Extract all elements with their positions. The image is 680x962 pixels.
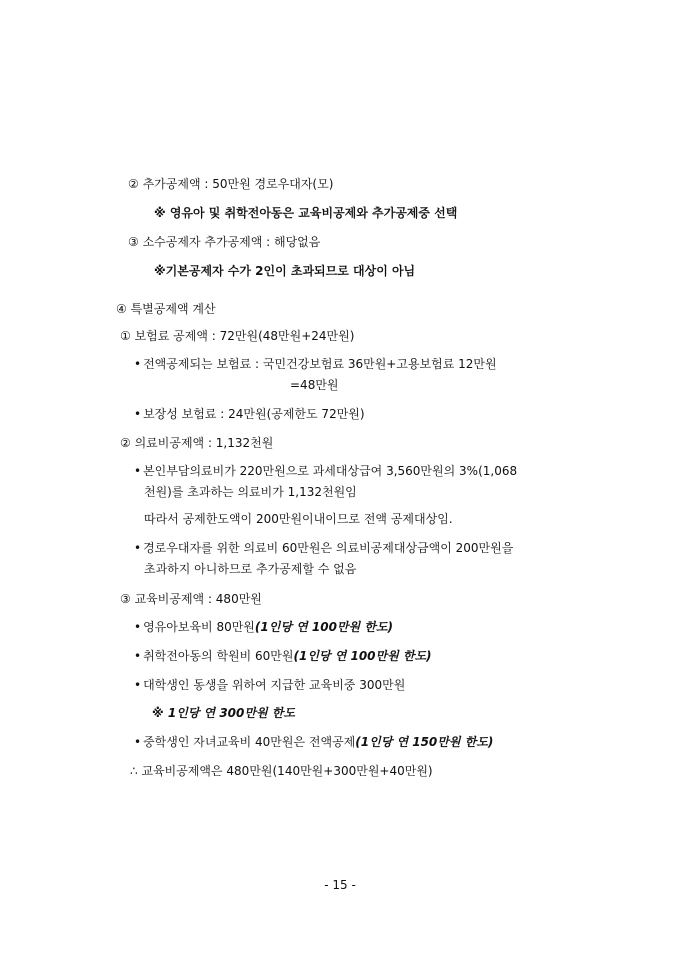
middle-school-child-line: • 중학생인 자녀교육비 40만원은 전액공제(1인당 연 150만원 한도): [134, 734, 493, 750]
section-heading-special-deduction: ④ 특별공제액 계산: [116, 302, 216, 316]
full-deduction-insurance: • 전액공제되는 보험료 : 국민건강보험료 36만원+고용보험료 12만원: [134, 356, 497, 372]
note-infant-choice: ※ 영유아 및 취학전아동은 교육비공제와 추가공제중 선택: [154, 206, 458, 220]
note-dependents-exceed: ※기본공제자 수가 2인이 초과되므로 대상이 아님: [154, 264, 416, 278]
college-sibling-line: • 대학생인 동생을 위하여 지급한 교육비중 300만원: [134, 677, 405, 693]
education-total-line: ∴ 교육비공제액은 480만원(140만원+300만원+40만원): [130, 764, 433, 778]
preschool-academy-limit: (1인당 연 100만원 한도): [293, 649, 432, 663]
protective-insurance-line: • 보장성 보험료 : 24만원(공제한도 72만원): [134, 406, 365, 422]
full-deduction-insurance-total: =48만원: [290, 378, 339, 392]
insurance-deduction-line: ① 보험료 공제액 : 72만원(48만원+24만원): [120, 329, 355, 343]
page-number: - 15 -: [324, 878, 356, 892]
infant-care-limit: (1인당 연 100만원 한도): [254, 620, 393, 634]
education-deduction-line: ③ 교육비공제액 : 480만원: [120, 592, 262, 606]
medical-limit-line: 따라서 공제한도액이 200만원이내이므로 전액 공제대상임.: [144, 512, 453, 526]
medical-self-pay-line: • 본인부담의료비가 220만원으로 과세대상급여 3,560만원의 3%(1,068: [134, 463, 517, 479]
elderly-medical-line: • 경로우대자를 위한 의료비 60만원은 의료비공제대상금액이 200만원을: [134, 540, 513, 556]
minority-deduction-line: ③ 소수공제자 추가공제액 : 해당없음: [128, 235, 321, 249]
medical-deduction-line: ② 의료비공제액 : 1,132천원: [120, 436, 274, 450]
preschool-academy-line: • 취학전아동의 학원비 60만원(1인당 연 100만원 한도): [134, 648, 432, 664]
elderly-medical-line-cont: 초과하지 아니하므로 추가공제할 수 없음: [144, 562, 357, 576]
additional-deduction-line: ② 추가공제액 : 50만원 경로우대자(모): [128, 177, 334, 191]
infant-care-line: • 영유아보육비 80만원(1인당 연 100만원 한도): [134, 619, 393, 635]
note-college-limit: ※ 1인당 연 300만원 한도: [152, 706, 295, 720]
medical-self-pay-line-cont: 천원)를 초과하는 의료비가 1,132천원임: [144, 485, 357, 499]
middle-school-limit: (1인당 연 150만원 한도): [355, 735, 494, 749]
